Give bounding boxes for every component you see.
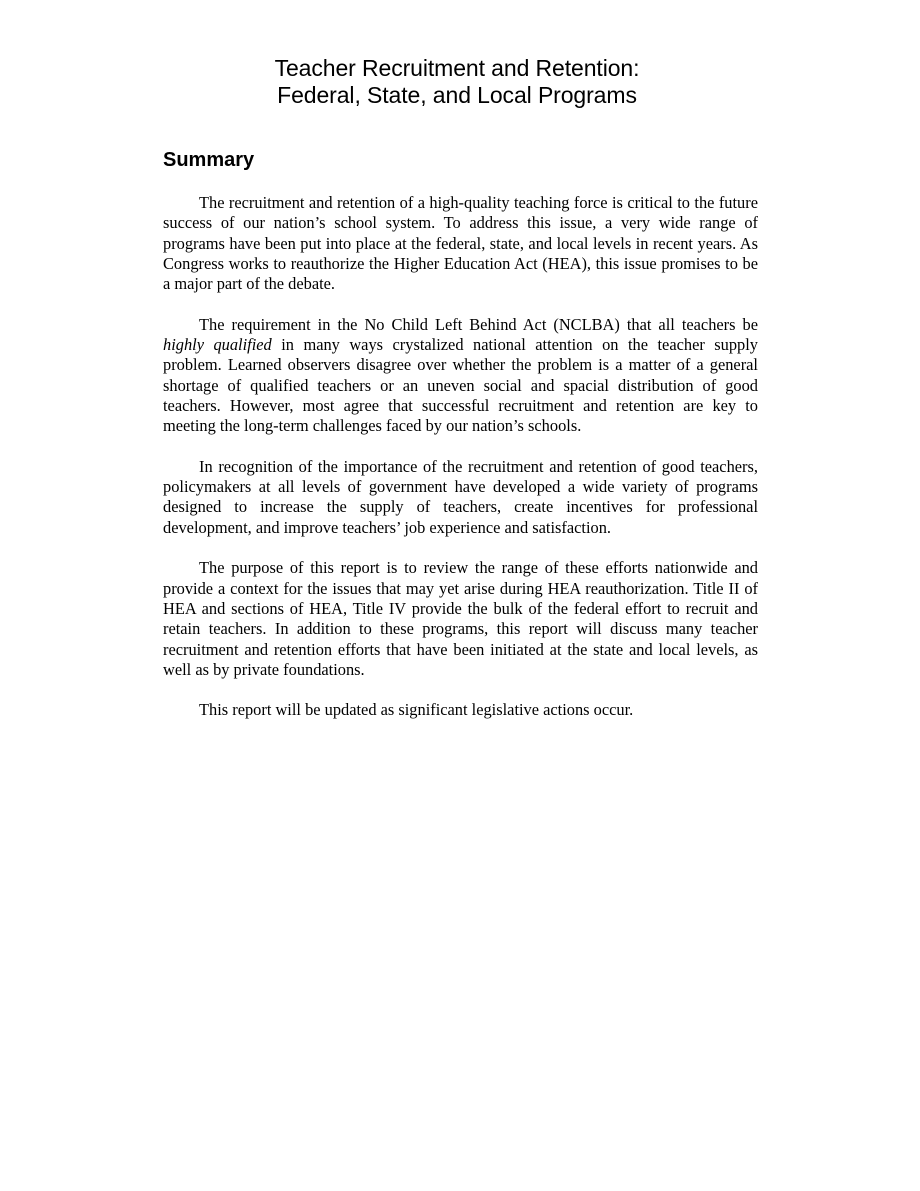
paragraph-2-text-end: in many ways crystalized national attention on the teacher supply problem. Learned observers disagree over whether the problem is a matter of a general shortage of qualified teachers or an uneven social and spacial distribution of good teachers. However, most agree that successful recruitment and retention are key to meeting the long-term challenges faced by our nation’s schools. — [163, 335, 758, 436]
document-title — [0, 55, 914, 109]
paragraph-2-text-start: The requirement in the No Child Left Behind Act (NCLBA) that all teachers be — [199, 314, 758, 334]
summary-paragraph-1: The recruitment and retention of a high-quality teaching force is critical to the future success of our nation’s school system. To address this issue, a very wide range of programs have been put into place at the federal, state, and local levels in recent years. As Congress works to reauthorize the Higher Education Act (HEA), this issue promises to be a major part of the debate. — [163, 193, 758, 294]
highly-qualified-emphasis: highly qualified — [163, 335, 272, 355]
document-title-line-1: Teacher Recruitment and Retention: — [274, 55, 640, 81]
summary-paragraph-4: The purpose of this report is to review the range of these efforts nationwide and provide a context for the issues that may yet arise during HEA reauthorization. Title II of HEA and sections of HEA, Title IV provide the bulk of the federal effort to recruit and retain teachers. In addition to these programs, this report will discuss many teacher recruitment and retention efforts that have been initiated at the state and local levels, as well as by private foundations. — [163, 558, 758, 679]
summary-paragraph-2 — [163, 315, 758, 437]
summary-body — [163, 193, 758, 741]
summary-paragraph-3: In recognition of the importance of the recruitment and retention of good teachers, policymakers at all levels of government have developed a wide variety of programs designed to increase the supply of teachers, create incentives for professional development, and improve teachers’ job experience and satisfaction. — [163, 456, 758, 537]
summary-heading: Summary — [163, 149, 255, 171]
summary-paragraph-5: This report will be updated as significant legislative actions occur. — [199, 700, 634, 720]
document-title-line-2: Federal, State, and Local Programs — [277, 82, 637, 108]
